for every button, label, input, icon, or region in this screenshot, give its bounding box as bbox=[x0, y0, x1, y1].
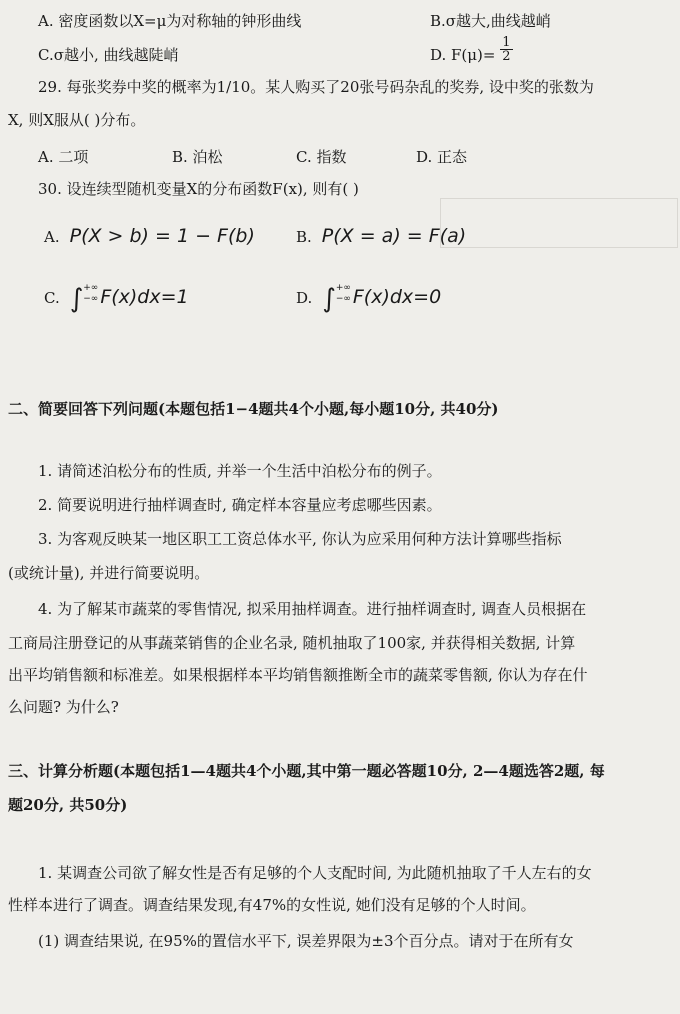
q30-option-c bbox=[44, 280, 189, 314]
q28-option-a: A. 密度函数以X=μ为对称轴的钟形曲线 bbox=[38, 12, 302, 30]
q30-stem: 30. 设连续型随机变量X的分布函数F(x), 则有( ) bbox=[38, 180, 359, 198]
section2-q4-line4: 么问题? 为什么? bbox=[8, 698, 119, 716]
section2-q3-line1: 3. 为客观反映某一地区职工工资总体水平, 你认为应采用何种方法计算哪些指标 bbox=[38, 530, 562, 548]
q29-option-d: D. 正态 bbox=[416, 148, 468, 166]
q30-option-a-label: A. bbox=[44, 228, 60, 246]
section3-heading-line2: 题20分, 共50分) bbox=[8, 796, 128, 814]
q29-stem-line1: 29. 每张奖券中奖的概率为1/10。某人购买了20张号码杂乱的奖券, 设中奖的张数为 bbox=[38, 78, 594, 96]
q28-option-b: B.σ越大,曲线越峭 bbox=[430, 12, 551, 30]
q30-option-d-formula: F(x)dx=0 bbox=[352, 286, 442, 308]
section3-q1-line2: 性样本进行了调查。调查结果发现,有47%的女性说, 她们没有足够的个人时间。 bbox=[8, 896, 536, 914]
fraction-numerator: 1 bbox=[502, 35, 511, 50]
integral-sign: ∫ bbox=[322, 284, 336, 314]
section3-q1-line1: 1. 某调查公司欲了解女性是否有足够的个人支配时间, 为此随机抽取了千人左右的女 bbox=[38, 864, 592, 882]
section2-q1: 1. 请简述泊松分布的性质, 并举一个生活中泊松分布的例子。 bbox=[38, 462, 442, 480]
fraction bbox=[500, 36, 512, 63]
integral-limits bbox=[83, 283, 98, 305]
q30-option-a bbox=[44, 225, 255, 247]
integral-limits bbox=[336, 283, 351, 305]
section2-q2: 2. 简要说明进行抽样调查时, 确定样本容量应考虑哪些因素。 bbox=[38, 496, 442, 514]
section3-heading-line1: 三、计算分析题(本题包括1—4题共4个小题,其中第一题必答题10分, 2—4题选答2题, 每 bbox=[8, 762, 605, 780]
q30-option-d bbox=[296, 280, 442, 314]
section2-heading: 二、简要回答下列问题(本题包括1−4题共4个小题,每小题10分, 共40分) bbox=[8, 400, 499, 418]
q30-option-b-label: B. bbox=[296, 228, 312, 246]
q29-option-b: B. 泊松 bbox=[172, 148, 223, 166]
q30-option-c-label: C. bbox=[44, 289, 60, 307]
q30-option-b bbox=[296, 225, 466, 247]
q28-option-c: C.σ越小, 曲线越陡峭 bbox=[38, 46, 179, 64]
q29-option-c: C. 指数 bbox=[296, 148, 347, 166]
upper-limit: +∞ bbox=[83, 282, 99, 293]
section2-q4-line2: 工商局注册登记的从事蔬菜销售的企业名录, 随机抽取了100家, 并获得相关数据, 计算 bbox=[8, 634, 576, 652]
section2-q4-line3: 出平均销售额和标准差。如果根据样本平均销售额推断全市的蔬菜零售额, 你认为存在什 bbox=[8, 666, 588, 684]
section2-q4-line1: 4. 为了解某市蔬菜的零售情况, 拟采用抽样调查。进行抽样调查时, 调查人员根据在 bbox=[38, 600, 587, 618]
q30-option-a-formula: P(X > b) = 1 − F(b) bbox=[69, 225, 255, 247]
fraction-denominator: 2 bbox=[502, 49, 511, 64]
integral-sign: ∫ bbox=[69, 284, 84, 314]
lower-limit: −∞ bbox=[335, 293, 351, 304]
q29-stem-line2: X, 则X服从( )分布。 bbox=[8, 111, 146, 129]
q28-option-d bbox=[430, 36, 513, 63]
q29-option-a: A. 二项 bbox=[38, 148, 89, 166]
q30-option-d-label: D. bbox=[296, 289, 313, 307]
section2-q3-line2: (或统计量), 并进行简要说明。 bbox=[8, 564, 210, 582]
upper-limit: +∞ bbox=[335, 282, 351, 293]
q30-option-b-formula: P(X = a) = F(a) bbox=[321, 225, 467, 247]
section3-q1-sub1: (1) 调查结果说, 在95%的置信水平下, 误差界限为±3个百分点。请对于在所有女 bbox=[38, 932, 574, 950]
bleed-through-table bbox=[440, 198, 678, 248]
q30-option-c-formula: F(x)dx=1 bbox=[100, 286, 189, 308]
lower-limit: −∞ bbox=[83, 293, 99, 304]
q28-option-d-prefix: D. F(μ)= bbox=[430, 45, 496, 64]
